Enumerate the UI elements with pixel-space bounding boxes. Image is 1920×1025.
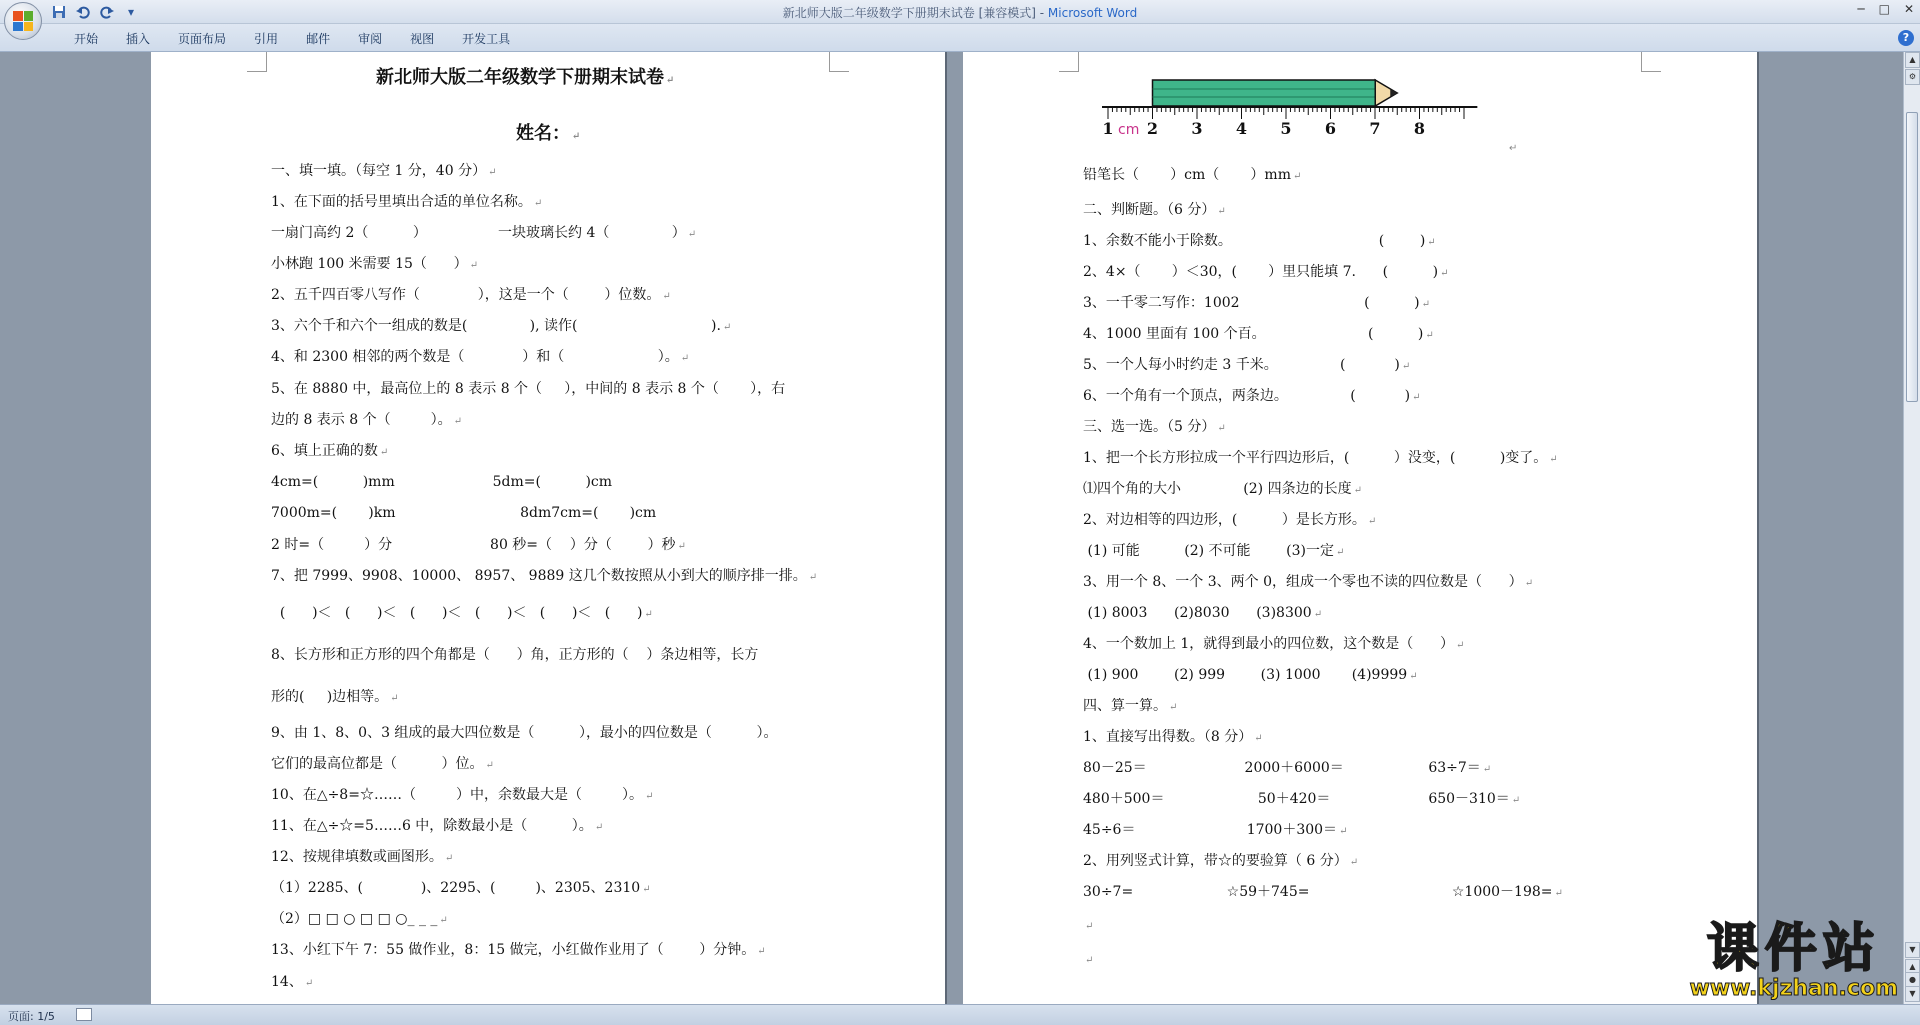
question-line: 13、小红下午 7：55 做作业，8：15 做完，小红做作业用了（ ）分钟。 ↵ bbox=[271, 942, 766, 958]
question-line: 形的( )边相等。 ↵ bbox=[271, 689, 399, 705]
tab-home[interactable]: 开始 bbox=[74, 32, 99, 46]
section-heading: 三、选一选。（5 分） ↵ bbox=[1083, 419, 1226, 435]
window-controls bbox=[1857, 2, 1914, 16]
question-line: 5、一个人每小时约走 3 千米。 ( ) ↵ bbox=[1083, 357, 1411, 373]
question-line: 80－25＝ 2000＋6000＝ 63÷7＝ ↵ bbox=[1083, 760, 1492, 776]
page-shadow bbox=[945, 52, 947, 1004]
question-line: 2、五千四百零八写作（ ），这是一个（ ）位数。 ↵ bbox=[271, 287, 671, 303]
paragraph-mark: ↵ bbox=[1509, 143, 1518, 154]
question-line: 它们的最高位都是（ ）位。 ↵ bbox=[271, 756, 494, 772]
question-line: 30÷7= ☆59＋745= ☆1000－198= ↵ bbox=[1083, 884, 1563, 900]
section-heading: 四、算一算。 ↵ bbox=[1083, 698, 1178, 714]
question-line: ( )＜ ( )＜ ( )＜ ( )＜ ( )＜ ( ) ↵ bbox=[271, 605, 653, 621]
question-line: (1) 900 (2) 999 (3) 1000 (4)9999 ↵ bbox=[1083, 667, 1418, 683]
question-line: 12、按规律填数或画图形。 ↵ bbox=[271, 849, 454, 865]
question-line: 一扇门高约 2（ ） 一块玻璃长约 4（ ） ↵ bbox=[271, 225, 697, 241]
question-line: 5、在 8880 中，最高位上的 8 表示 8 个（ ），中间的 8 表示 8 个（ ），右 bbox=[271, 381, 786, 397]
question-line: 7000m=( )km 8dm7cm=( )cm bbox=[271, 505, 657, 521]
margin-corner bbox=[1059, 52, 1079, 72]
section-heading: 一、填一填。（每空 1 分，40 分） ↵ bbox=[271, 163, 497, 179]
paragraph-mark: ↵ bbox=[1085, 921, 1094, 932]
page-2[interactable] bbox=[963, 52, 1757, 1004]
question-line: (1) 8003 (2)8030 (3)8300 ↵ bbox=[1083, 605, 1323, 621]
question-line: 2、4×（ ）＜30，( ）里只能填 7. ( ) ↵ bbox=[1083, 264, 1449, 280]
ruler-number: 6 bbox=[1324, 119, 1337, 138]
question-line: 2、用列竖式计算，带☆的要验算（ 6 分） ↵ bbox=[1083, 853, 1359, 869]
tab-page-layout[interactable]: 页面布局 bbox=[178, 32, 227, 46]
question-line: 8、长方形和正方形的四个角都是（ ）角，正方形的（ ）条边相等，长方 bbox=[271, 647, 759, 663]
page-shadow bbox=[1757, 52, 1759, 1004]
page-1[interactable] bbox=[151, 52, 945, 1004]
tab-mailings[interactable]: 邮件 bbox=[306, 32, 331, 46]
question-line: 3、用一个 8、一个 3、两个 0，组成一个零也不读的四位数是（ ） ↵ bbox=[1083, 574, 1534, 590]
document-title: 新北师大版二年级数学下册期末试卷 [兼容模式] - bbox=[782, 6, 1048, 20]
ruler-figure bbox=[1098, 52, 1518, 142]
tab-insert[interactable]: 插入 bbox=[126, 32, 151, 46]
proofing-icon[interactable] bbox=[76, 1008, 92, 1021]
margin-corner bbox=[1641, 52, 1661, 72]
question-line: 4、和 2300 相邻的两个数是（ ）和（ ）。 ↵ bbox=[271, 349, 690, 365]
ruler-number: 7 bbox=[1369, 119, 1381, 138]
question-line: 9、由 1、8、0、3 组成的最大四位数是（ ），最小的四位数是（ ）。 bbox=[271, 725, 778, 741]
browse-object-icon[interactable]: ● bbox=[1905, 972, 1920, 988]
pencil-body bbox=[1153, 80, 1376, 106]
question-line: 2、对边相等的四边形，( ）是长方形。 ↵ bbox=[1083, 512, 1377, 528]
question-line: ⑴四个角的大小 (2) 四条边的长度 ↵ bbox=[1083, 481, 1362, 497]
title-bar bbox=[0, 0, 1920, 24]
question-line: 4、一个数加上 1，就得到最小的四位数，这个数是（ ） ↵ bbox=[1083, 636, 1465, 652]
question-line: 7、把 7999、9908、10000、 8957、 9889 这几个数按照从小到大的顺序排一排。 ↵ bbox=[271, 568, 818, 584]
ruler-number: 8 bbox=[1413, 119, 1426, 138]
question-line: 铅笔长（ ）cm（ ）mm ↵ bbox=[1083, 167, 1302, 183]
ruler-number: 3 bbox=[1191, 119, 1203, 138]
question-line: 4cm=( )mm 5dm=( )cm bbox=[271, 474, 613, 490]
question-line: 45÷6＝ 1700＋300＝ ↵ bbox=[1083, 822, 1348, 838]
ruler-number: 5 bbox=[1280, 119, 1292, 138]
ruler-toggle-icon[interactable]: ⚙ bbox=[1905, 69, 1920, 85]
question-line: 4、1000 里面有 100 个百。 ( ) ↵ bbox=[1083, 326, 1434, 342]
office-button[interactable] bbox=[4, 2, 42, 40]
tab-developer[interactable]: 开发工具 bbox=[462, 32, 511, 46]
question-line: 边的 8 表示 8 个（ ）。 ↵ bbox=[271, 412, 463, 428]
name-field: 姓名： ↵ bbox=[516, 123, 581, 144]
close-icon[interactable]: ✕ bbox=[1903, 2, 1914, 16]
app-name: Microsoft Word bbox=[1047, 6, 1138, 20]
scroll-down-icon[interactable]: ▼ bbox=[1905, 942, 1920, 958]
ribbon bbox=[0, 24, 1920, 52]
ruler-number: 1 bbox=[1102, 119, 1114, 138]
watermark-text: 课件站 bbox=[1706, 919, 1881, 979]
minimize-icon[interactable]: ─ bbox=[1857, 2, 1865, 16]
window-title bbox=[0, 4, 1920, 21]
question-line: 3、六个千和六个一组成的数是( ), 读作( ). ↵ bbox=[271, 318, 732, 334]
question-line: 1、把一个长方形拉成一个平行四边形后，( ）没变，( )变了。 ↵ bbox=[1083, 450, 1558, 466]
ruler-number: 2 bbox=[1146, 119, 1159, 138]
tab-review[interactable]: 审阅 bbox=[358, 32, 383, 46]
question-line: 14、 ↵ bbox=[271, 974, 314, 990]
office-logo-icon bbox=[13, 11, 33, 31]
page-indicator[interactable]: 页面: 1/5 bbox=[8, 1010, 55, 1023]
scroll-thumb[interactable] bbox=[1906, 112, 1918, 402]
ruler-number: 4 bbox=[1235, 119, 1248, 138]
ruler-unit: cm bbox=[1118, 122, 1140, 138]
question-line: 1、在下面的括号里填出合适的单位名称。 ↵ bbox=[271, 194, 543, 210]
question-line: 10、在△÷8=☆……（ ）中，余数最大是（ ）。 ↵ bbox=[271, 787, 654, 803]
next-page-icon[interactable]: ▼ bbox=[1905, 986, 1920, 1002]
tab-references[interactable]: 引用 bbox=[254, 32, 279, 46]
question-line: 1、直接写出得数。（8 分） ↵ bbox=[1083, 729, 1263, 745]
help-icon[interactable]: ? bbox=[1898, 30, 1914, 46]
status-bar bbox=[0, 1004, 1920, 1025]
exam-title: 新北师大版二年级数学下册期末试卷 ↵ bbox=[376, 67, 675, 88]
tab-view[interactable]: 视图 bbox=[410, 32, 435, 46]
question-line: 6、一个角有一个顶点，两条边。 ( ) ↵ bbox=[1083, 388, 1421, 404]
question-line: 480＋500＝ 50＋420＝ 650－310＝ ↵ bbox=[1083, 791, 1521, 807]
question-line: (1) 可能 (2) 不可能 (3)一定 ↵ bbox=[1083, 543, 1345, 559]
margin-corner bbox=[247, 52, 267, 72]
customize-icon[interactable]: ▾ bbox=[127, 5, 135, 19]
question-line: （2）□ □ ○ □ □ ○_ _ _ ↵ bbox=[271, 911, 448, 927]
watermark-logo bbox=[1689, 921, 1898, 1001]
question-line: 1、余数不能小于除数。 ( ) ↵ bbox=[1083, 233, 1436, 249]
maximize-icon[interactable]: □ bbox=[1878, 2, 1890, 16]
section-heading: 二、判断题。（6 分） ↵ bbox=[1083, 202, 1226, 218]
vertical-scrollbar[interactable] bbox=[1903, 52, 1920, 1004]
question-line: 11、在△÷☆=5……6 中，除数最小是（ ）。 ↵ bbox=[271, 818, 604, 834]
scroll-up-icon[interactable]: ▲ bbox=[1905, 52, 1920, 68]
question-line: 2 时=（ ）分 80 秒=（ ）分（ ）秒 ↵ bbox=[271, 537, 686, 553]
prev-page-icon[interactable]: ▲ bbox=[1905, 959, 1920, 975]
ribbon-tabs bbox=[60, 30, 524, 48]
question-line: 小林跑 100 米需要 15（ ） ↵ bbox=[271, 256, 478, 272]
paragraph-mark: ↵ bbox=[1085, 955, 1094, 966]
question-line: 3、一千零二写作：1002 ( ) ↵ bbox=[1083, 295, 1430, 311]
question-line: （1）2285、( )、2295、( )、2305、2310 ↵ bbox=[271, 880, 651, 896]
question-line: 6、填上正确的数 ↵ bbox=[271, 443, 389, 459]
document-area bbox=[0, 52, 1903, 1004]
margin-corner bbox=[829, 52, 849, 72]
watermark-url: www.kjzhan.com bbox=[1689, 976, 1898, 1001]
